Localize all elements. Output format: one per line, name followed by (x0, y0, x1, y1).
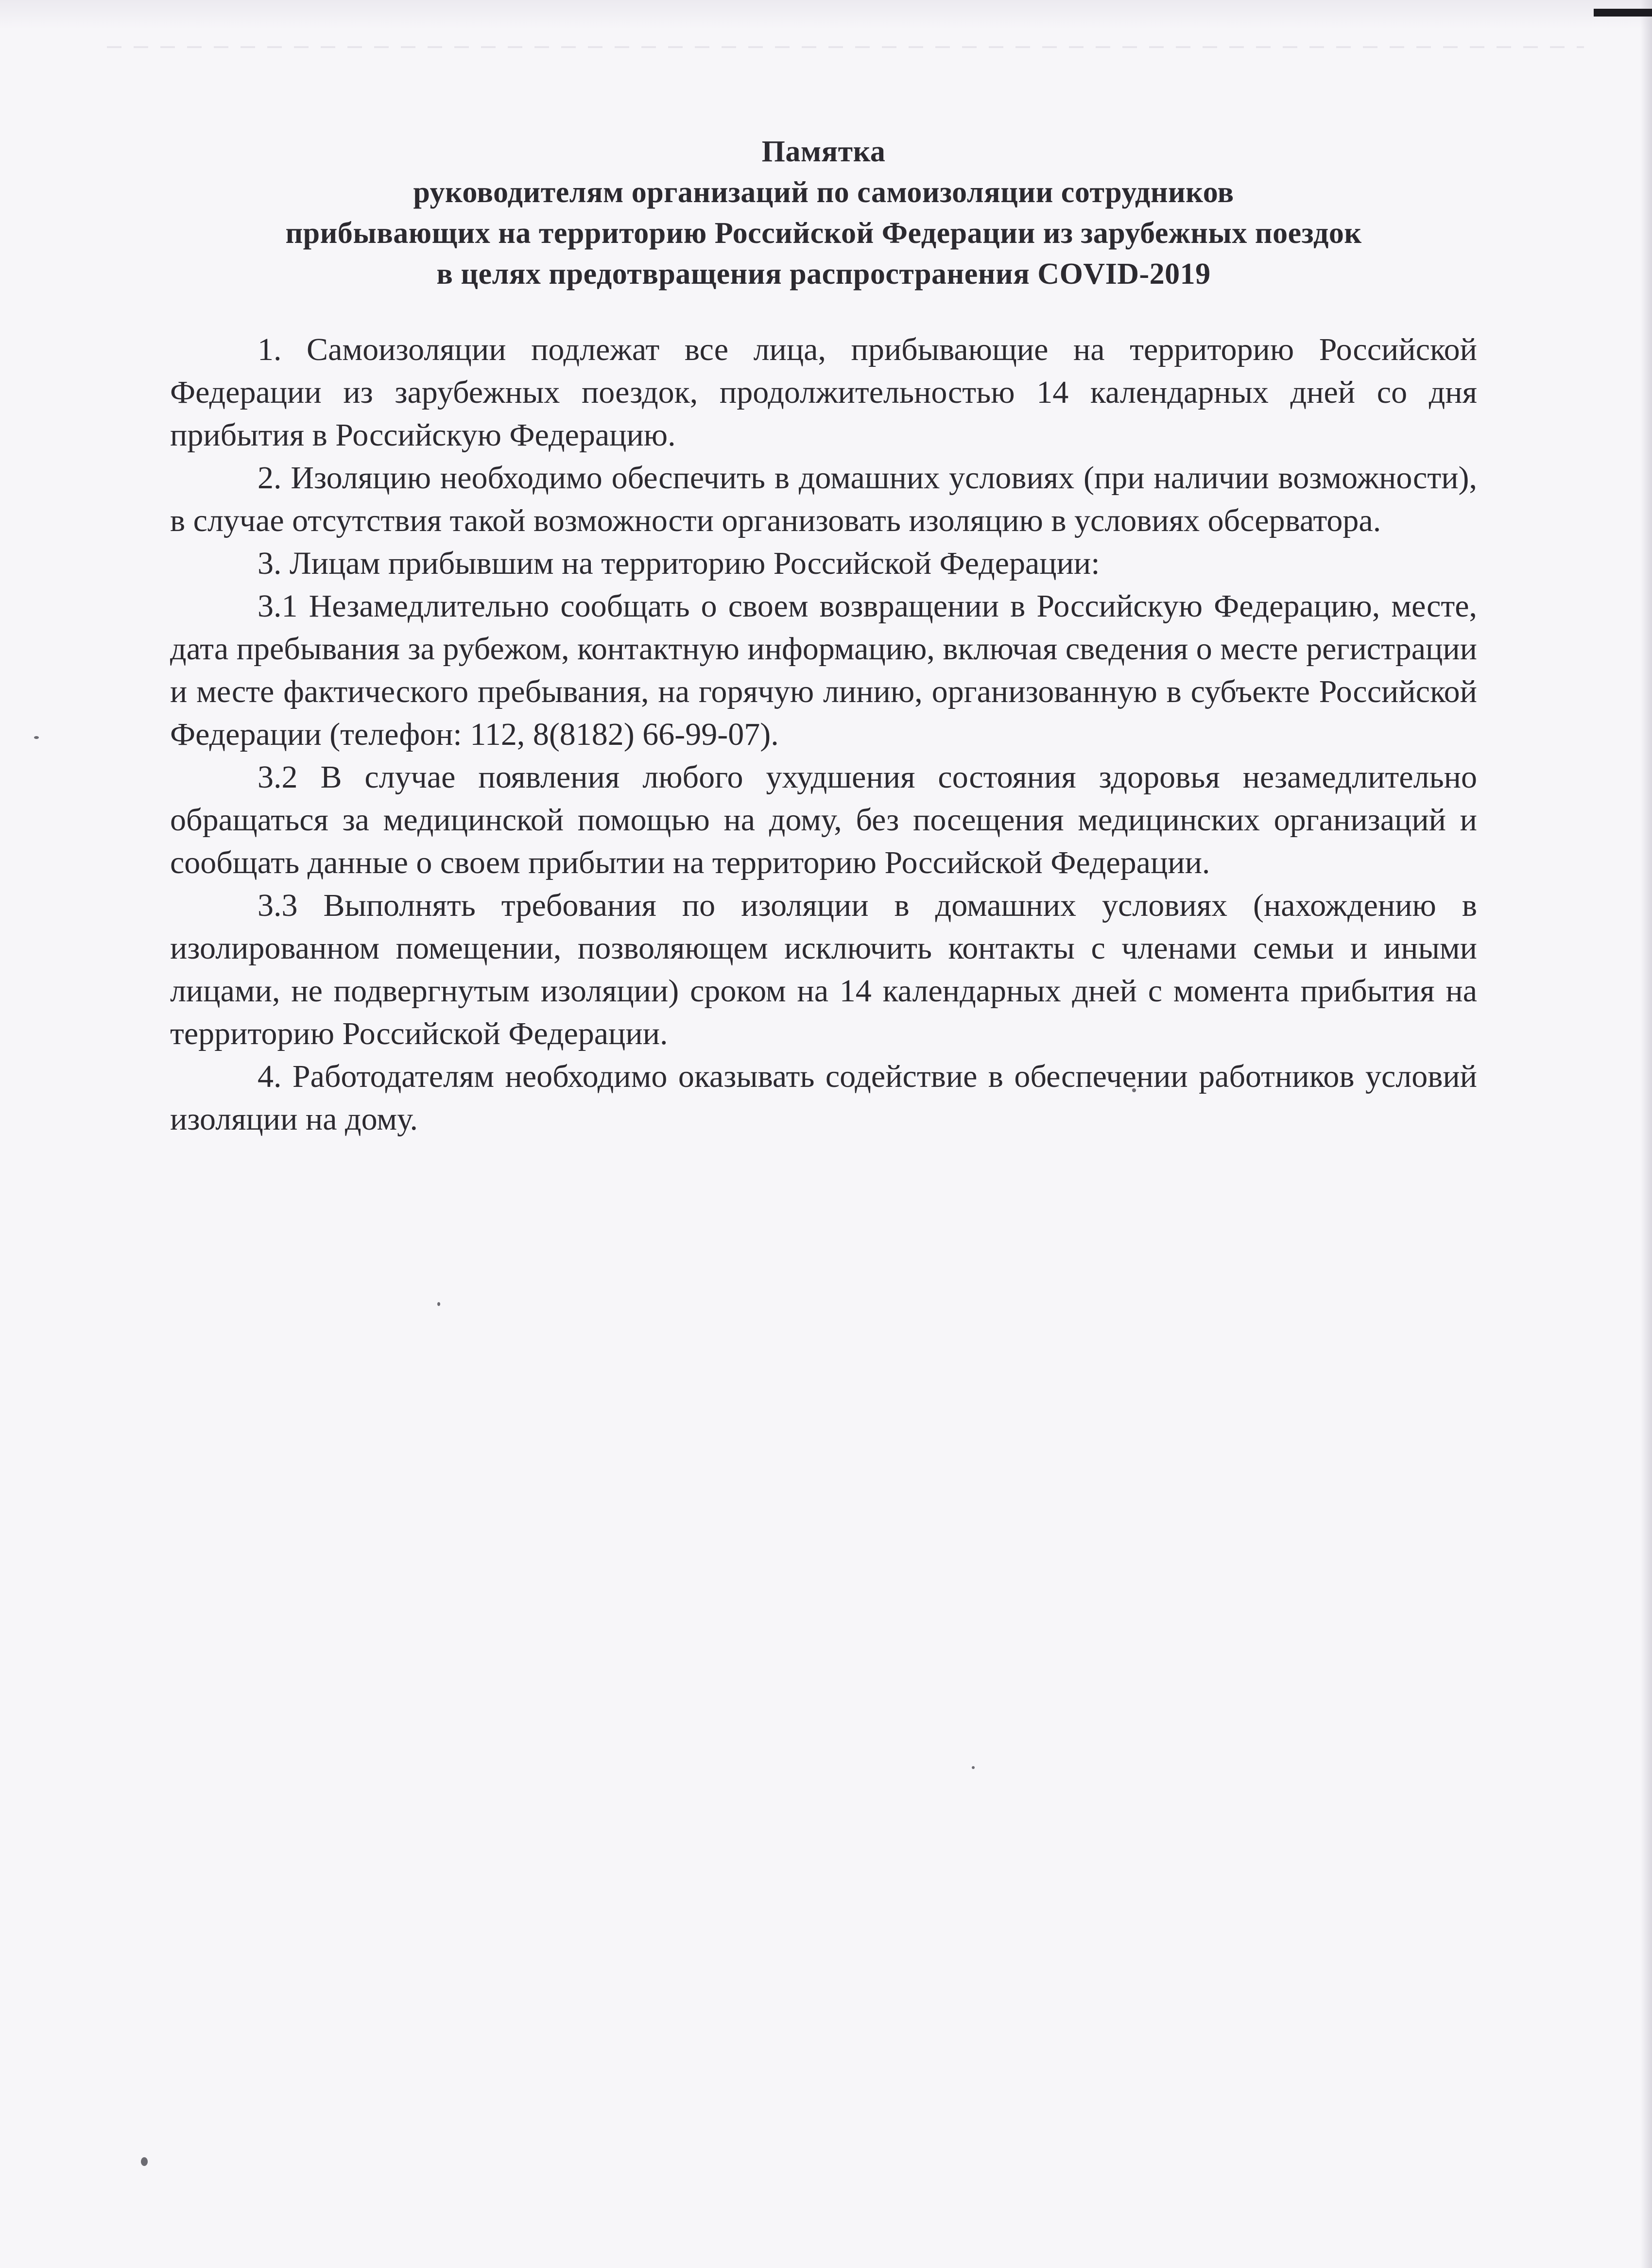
paragraph-2: 2. Изоляцию необходимо обеспечить в домашних условиях (при наличии возможности), в случае отсутствия такой возможности организовать изоляцию в условиях обсерватора. (170, 460, 1477, 538)
paragraph-3-2: 3.2 В случае появления любого ухудшения состояния здоровья незамедлительно обращаться за медицинской помощью на дому, без посещения медицинских организаций и сообщать данные о своем прибытии на территорию Российской Федерации. (170, 759, 1477, 880)
paragraph-3-3: 3.3 Выполнять требования по изоляции в домашних условиях (нахождению в изолированном помещении, позволяющем исключить контакты с членами семьи и иными лицами, не подвергнутым изоляции) сроком на 14 календарных дней с момента прибытия на территорию Российской Федерации. (170, 888, 1477, 1051)
scan-speck (34, 736, 39, 739)
memo-heading (170, 131, 1477, 294)
memo-title: Памятка (761, 135, 886, 168)
memo-body (170, 328, 1477, 1141)
paragraph-1: 1. Самоизоляции подлежат все лица, прибывающие на территорию Российской Федерации из зарубежных поездок, продолжительностью 14 календарных дней со дня прибытия в Российскую Федерацию. (170, 332, 1477, 453)
scan-edge-right (1640, 0, 1652, 2268)
paragraph-3: 3. Лицам прибывшим на территорию Российской Федерации: (258, 546, 1100, 581)
scan-speck (972, 1766, 975, 1769)
memo-subtitle-line: в целях предотвращения распространения COVID-2019 (436, 258, 1211, 291)
scan-corner-mark (1594, 9, 1652, 17)
memo-subtitle-line: руководителям организаций по самоизоляции сотрудников (413, 176, 1234, 209)
paragraph-3-1: 3.1 Незамедлительно сообщать о своем возвращении в Российскую Федерацию, месте, дата пребывания за рубежом, контактную информацию, включая сведения о месте регистрации и месте фактического пребывания, на горячую линию, организованную в субъекте Российской Федерации (телефон: 112, 8(8182) 66-99-07). (170, 588, 1477, 752)
scan-edge-top (0, 0, 1652, 29)
scan-speck (141, 2157, 148, 2166)
memo-subtitle-line: прибывающих на территорию Российской Федерации из зарубежных поездок (285, 217, 1362, 250)
memo-document (170, 131, 1477, 1141)
scan-artifact-line (107, 46, 1584, 48)
scan-speck (437, 1302, 440, 1306)
paragraph-4: 4. Работодателям необходимо оказывать содействие в обеспечении работников условий изоляции на дому. (170, 1059, 1477, 1137)
